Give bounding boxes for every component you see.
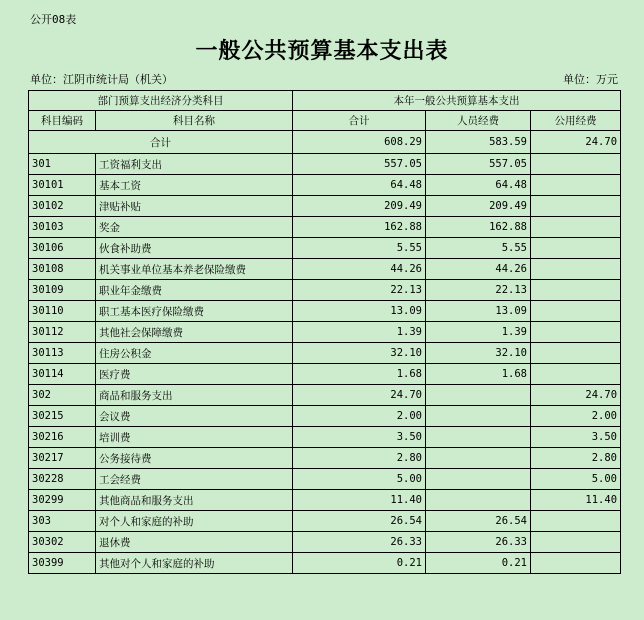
row-name: 公务接待费 [96,448,293,469]
row-personnel: 162.88 [426,217,531,238]
row-total: 44.26 [293,259,426,280]
table-row [29,280,621,301]
row-public: 2.00 [531,406,621,427]
row-public [531,259,621,280]
row-public [531,532,621,553]
row-code: 30103 [29,217,96,238]
row-code: 30114 [29,364,96,385]
row-code: 30106 [29,238,96,259]
row-personnel [426,448,531,469]
row-personnel: 26.54 [426,511,531,532]
table-row [29,427,621,448]
row-code: 30108 [29,259,96,280]
row-total: 557.05 [293,154,426,175]
row-name: 其他社会保障缴费 [96,322,293,343]
total-row [29,131,621,154]
row-personnel: 44.26 [426,259,531,280]
total-public: 24.70 [531,131,621,154]
table-row [29,322,621,343]
total-personnel: 583.59 [426,131,531,154]
row-public [531,175,621,196]
row-name: 培训费 [96,427,293,448]
table-row [29,532,621,553]
row-public [531,301,621,322]
row-code: 30215 [29,406,96,427]
table-row [29,385,621,406]
header-group-classification: 部门预算支出经济分类科目 [29,91,293,111]
row-name: 商品和服务支出 [96,385,293,406]
row-name: 会议费 [96,406,293,427]
row-public: 2.80 [531,448,621,469]
header-total: 合计 [293,111,426,131]
row-name: 机关事业单位基本养老保险缴费 [96,259,293,280]
row-code: 30228 [29,469,96,490]
row-personnel [426,469,531,490]
row-total: 3.50 [293,427,426,448]
header-personnel: 人员经费 [426,111,531,131]
row-public: 11.40 [531,490,621,511]
row-code: 30299 [29,490,96,511]
row-public [531,364,621,385]
row-personnel: 64.48 [426,175,531,196]
table-row [29,238,621,259]
row-name: 住房公积金 [96,343,293,364]
unit-label: 单位：江阴市统计局（机关） [30,73,173,86]
row-name: 津贴补贴 [96,196,293,217]
row-total: 2.00 [293,406,426,427]
row-total: 24.70 [293,385,426,406]
row-code: 30112 [29,322,96,343]
row-personnel: 209.49 [426,196,531,217]
row-public: 24.70 [531,385,621,406]
row-personnel: 5.55 [426,238,531,259]
row-personnel [426,385,531,406]
table-row [29,406,621,427]
row-public [531,280,621,301]
row-name: 其他对个人和家庭的补助 [96,553,293,574]
table-row [29,301,621,322]
table-row [29,511,621,532]
row-name: 伙食补助费 [96,238,293,259]
table-row [29,553,621,574]
row-total: 1.39 [293,322,426,343]
row-total: 32.10 [293,343,426,364]
row-name: 退休费 [96,532,293,553]
header-column-row [29,111,621,131]
row-code: 30302 [29,532,96,553]
row-total: 26.54 [293,511,426,532]
row-personnel [426,490,531,511]
row-public [531,343,621,364]
row-public: 5.00 [531,469,621,490]
row-name: 对个人和家庭的补助 [96,511,293,532]
row-code: 301 [29,154,96,175]
row-personnel: 13.09 [426,301,531,322]
row-code: 30216 [29,427,96,448]
row-total: 22.13 [293,280,426,301]
row-code: 30101 [29,175,96,196]
row-public [531,511,621,532]
row-code: 303 [29,511,96,532]
header-group-expenditure: 本年一般公共预算基本支出 [293,91,621,111]
row-public [531,196,621,217]
page-title: 一般公共预算基本支出表 [195,38,449,64]
row-total: 26.33 [293,532,426,553]
row-public: 3.50 [531,427,621,448]
row-public [531,154,621,175]
row-code: 30109 [29,280,96,301]
row-name: 工会经费 [96,469,293,490]
row-public [531,238,621,259]
row-total: 209.49 [293,196,426,217]
table-row [29,217,621,238]
row-total: 13.09 [293,301,426,322]
row-total: 1.68 [293,364,426,385]
row-public [531,322,621,343]
row-total: 64.48 [293,175,426,196]
row-name: 其他商品和服务支出 [96,490,293,511]
row-personnel: 1.39 [426,322,531,343]
table-row [29,175,621,196]
row-personnel [426,406,531,427]
header-code: 科目编码 [29,111,96,131]
row-total: 11.40 [293,490,426,511]
row-personnel: 22.13 [426,280,531,301]
row-personnel [426,427,531,448]
row-total: 2.80 [293,448,426,469]
header-group-row [29,91,621,111]
row-personnel: 0.21 [426,553,531,574]
table-row [29,196,621,217]
row-public [531,553,621,574]
row-code: 302 [29,385,96,406]
table-row [29,364,621,385]
currency-unit-label: 单位：万元 [563,73,618,86]
table-row [29,259,621,280]
row-total: 5.55 [293,238,426,259]
header-name: 科目名称 [96,111,293,131]
total-label: 合计 [29,131,293,154]
row-code: 30399 [29,553,96,574]
row-code: 30102 [29,196,96,217]
row-personnel: 32.10 [426,343,531,364]
table-row [29,448,621,469]
row-code: 30113 [29,343,96,364]
row-total: 0.21 [293,553,426,574]
table-row [29,490,621,511]
total-amount: 608.29 [293,131,426,154]
table-row [29,154,621,175]
table-number-label: 公开08表 [30,13,77,26]
row-public [531,217,621,238]
row-name: 奖金 [96,217,293,238]
row-personnel: 557.05 [426,154,531,175]
table-row [29,469,621,490]
table-row [29,343,621,364]
row-name: 职业年金缴费 [96,280,293,301]
row-code: 30217 [29,448,96,469]
budget-table [28,90,621,574]
row-code: 30110 [29,301,96,322]
header-public: 公用经费 [531,111,621,131]
row-name: 工资福利支出 [96,154,293,175]
row-name: 职工基本医疗保险缴费 [96,301,293,322]
row-name: 基本工资 [96,175,293,196]
row-name: 医疗费 [96,364,293,385]
row-personnel: 1.68 [426,364,531,385]
row-total: 162.88 [293,217,426,238]
row-personnel: 26.33 [426,532,531,553]
row-total: 5.00 [293,469,426,490]
